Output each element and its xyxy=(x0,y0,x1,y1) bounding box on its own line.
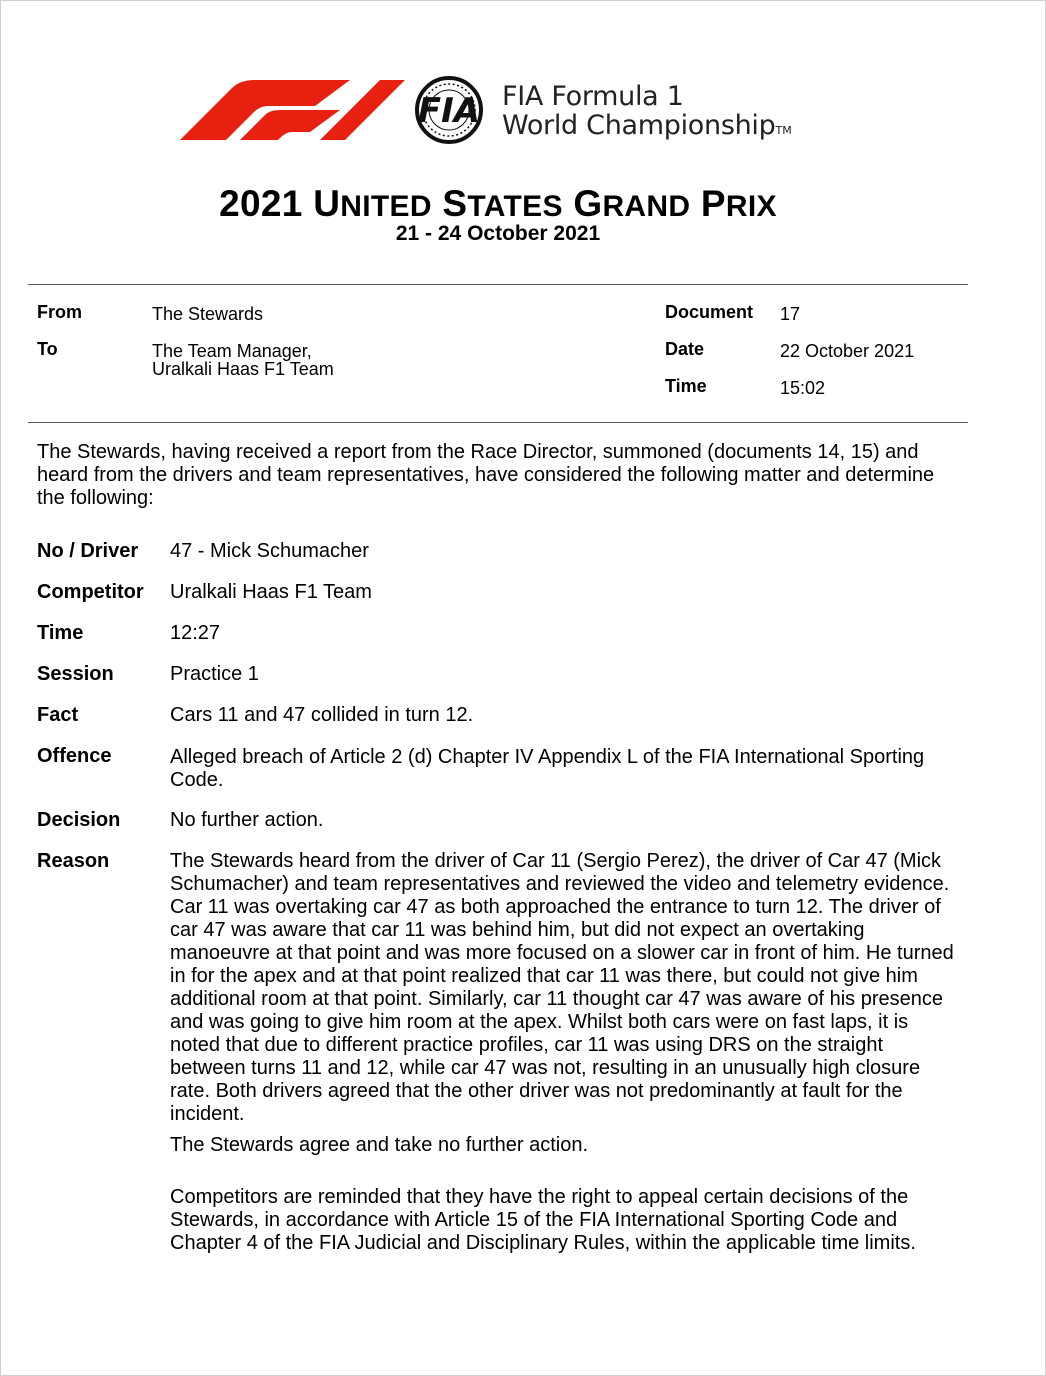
intro-paragraph: The Stewards, having received a report from the Race Director, summoned (documents 14, 15) and heard from the drivers and team representatives, have considered the following matter and determine the following: xyxy=(37,441,935,509)
session-value: Practice 1 xyxy=(170,663,259,685)
time-row-label: Time xyxy=(37,622,84,644)
date-label: Date xyxy=(665,339,705,359)
f1-logo-icon xyxy=(180,80,405,140)
session-label: Session xyxy=(37,663,114,685)
competitor-value: Uralkali Haas F1 Team xyxy=(170,581,372,603)
from-label: From xyxy=(37,302,82,322)
driver-label: No / Driver xyxy=(37,540,139,562)
document-label: Document xyxy=(665,302,754,322)
divider-bottom xyxy=(28,422,968,423)
brand-line-1: FIA Formula 1 xyxy=(502,81,684,112)
to-label: To xyxy=(37,339,58,359)
brand-line-2: World ChampionshipTM xyxy=(502,110,792,141)
fact-label: Fact xyxy=(37,704,79,726)
divider-top xyxy=(28,284,968,285)
reason-label: Reason xyxy=(37,850,110,872)
event-dates: 21 - 24 October 2021 xyxy=(395,222,601,245)
event-title: 2021 UNITED STATES GRAND PRIX xyxy=(219,183,777,224)
to-value-line-2: Uralkali Haas F1 Team xyxy=(152,359,334,379)
decision-label: Decision xyxy=(37,809,121,831)
offence-label: Offence xyxy=(37,745,112,767)
fia-emblem-icon xyxy=(400,76,498,144)
trademark: TM xyxy=(775,124,792,137)
document-value: 17 xyxy=(780,304,801,324)
from-value: The Stewards xyxy=(152,304,264,324)
time-value: 15:02 xyxy=(780,378,826,398)
time-label: Time xyxy=(665,376,707,396)
reason-paragraph-2: The Stewards agree and take no further action. xyxy=(170,1134,589,1156)
date-value: 22 October 2021 xyxy=(780,341,915,361)
competitor-label: Competitor xyxy=(37,581,144,603)
driver-value: 47 - Mick Schumacher xyxy=(170,540,369,562)
header-logos xyxy=(180,76,840,146)
fact-value: Cars 11 and 47 collided in turn 12. xyxy=(170,704,474,726)
brand-wordmark xyxy=(502,82,792,145)
reason-paragraph-1: The Stewards heard from the driver of Car 11 (Sergio Perez), the driver of Car 47 (Mick Schumacher) and team representatives and reviewed the video and telemetry evidence. Car 11 was overtaking car 47 as both approached the entrance to turn 12. The driver of car 47 was aware that car 11 was behind him, but did not expect an overtaking manoeuvre at that point and was more focused on a slower car in front of him. He turned in for the apex and at that point realized that car 11 was there, but could not give him additional room at that point. Similarly, car 11 thought car 47 was aware of his presence and was going to give him room at the apex. Whilst both cars were on fast laps, it is noted that due to different practice profiles, car 11 was using DRS on the straight between turns 11 and 12, while car 47 was not, resulting in an unusually high closure rate. Both drivers agreed that the other driver was not predominantly at fault for the incident. xyxy=(170,850,954,1125)
svg-text:FIA: FIA xyxy=(417,91,481,131)
reason-body xyxy=(170,850,960,1255)
appeal-note: Competitors are reminded that they have the right to appeal certain decisions of the Stewards, in accordance with Article 15 of the FIA International Sporting Code and Chapter 4 of the FIA Judicial and Disciplinary Rules, within the applicable time limits. xyxy=(170,1186,916,1254)
to-value-line-1: The Team Manager, xyxy=(152,341,312,361)
decision-value: No further action. xyxy=(170,809,324,831)
time-row-value: 12:27 xyxy=(170,622,221,644)
offence-value: Alleged breach of Article 2 (d) Chapter IV Appendix L of the FIA International Sporting Code. xyxy=(170,746,925,791)
